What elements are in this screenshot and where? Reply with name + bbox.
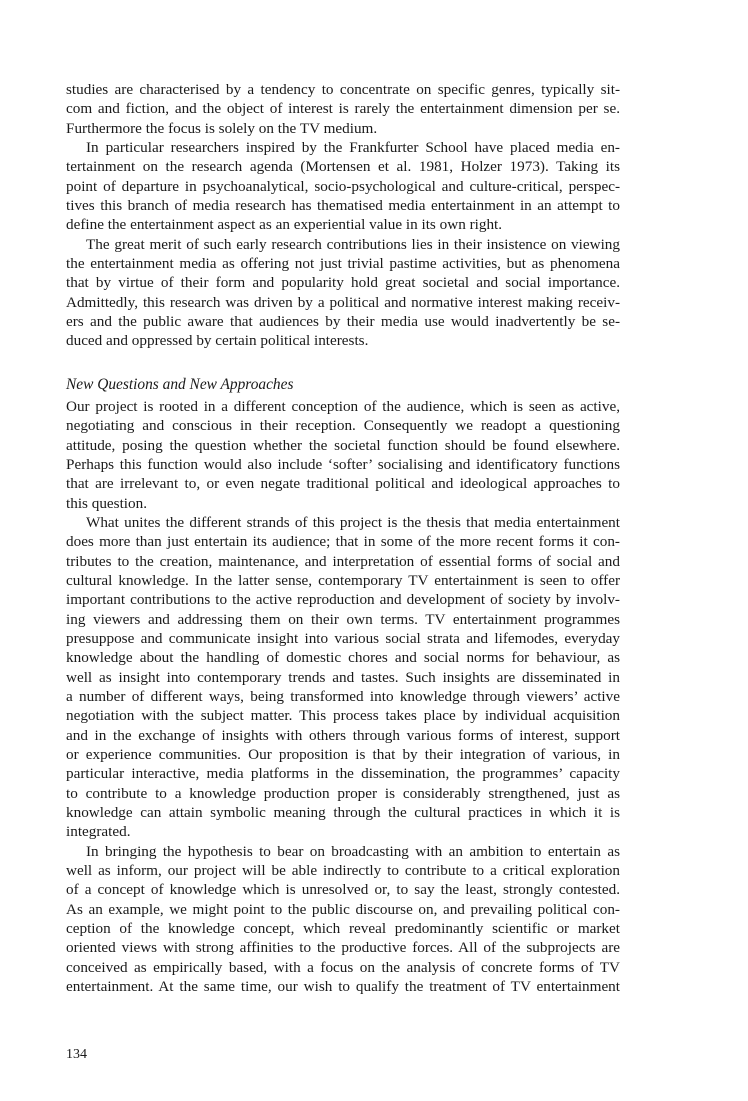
text-line: attitude, posing the question whether the societal function should be found elsewhere. <box>66 436 620 454</box>
text-line: negotiation with the subject matter. This process takes place by individual acquisition <box>66 707 620 725</box>
text-line: knowledge about the handling of domestic chores and social norms for behaviour, as <box>66 649 620 667</box>
text-line: tributes to the creation, maintenance, and interpretation of essential forms of social and <box>66 552 620 570</box>
text-line: of a concept of knowledge which is unresolved or, to say the least, strongly contested. <box>66 881 620 899</box>
text-line: studies are characterised by a tendency to concentrate on specific genres, typically sit- <box>66 81 620 98</box>
text-line: this question. <box>66 494 148 512</box>
text-line: integrated. <box>66 823 131 841</box>
text-line: important contributions to the active reproduction and development of society by involv- <box>66 591 620 609</box>
text-line: ception of the knowledge concept, which reveal predominantly scientific or market <box>66 920 620 938</box>
text-line: and in the exchange of insights with others through various forms of interest, support <box>66 726 620 744</box>
text-line: knowledge can attain symbolic meaning through the cultural practices in which it is <box>66 804 620 822</box>
text-line: ers and the public aware that audiences by their media use would inadvertently be se- <box>66 313 620 331</box>
text-line: cultural knowledge. In the latter sense, contemporary TV entertainment is seen to offer <box>66 571 620 589</box>
text-line: Our project is rooted in a different conception of the audience, which is seen as active, <box>66 397 620 415</box>
text-line: well as inform, our project will be able indirectly to contribute to a critical exploration <box>66 862 620 880</box>
text-line: particular interactive, media platforms in the dissemination, the programmes’ capacity <box>66 765 620 783</box>
text-line: point of departure in psychoanalytical, socio-psychological and culture-critical, perspec- <box>66 177 620 195</box>
text-line: negotiating and conscious in their reception. Consequently we readopt a questioning <box>66 417 620 435</box>
text-line: conceived as empirically based, with a focus on the analysis of concrete forms of TV <box>66 958 620 976</box>
text-line: com and fiction, and the object of interest is rarely the entertainment dimension per se. <box>66 100 620 118</box>
text-line: a number of different ways, being transformed into knowledge through viewers’ active <box>66 687 620 705</box>
page-number: 134 <box>66 1047 87 1062</box>
text-line: that by virtue of their form and popularity hold great societal and social importance. <box>66 274 620 292</box>
text-line: tives this branch of media research has thematised media entertainment in an attempt to <box>66 197 620 215</box>
section-new-questions <box>66 397 620 997</box>
text-line: In bringing the hypothesis to bear on broadcasting with an ambition to entertain as <box>86 842 620 860</box>
text-line: or experience communities. Our proposition is that by their integration of various, in <box>66 746 620 763</box>
section-heading: New Questions and New Approaches <box>66 375 294 393</box>
text-line: to contribute to a knowledge production proper is considerably strengthened, just as <box>66 784 620 802</box>
text-line: duced and oppressed by certain political interests. <box>66 332 369 350</box>
text-line: In particular researchers inspired by the Frankfurter School have placed media en- <box>86 139 620 157</box>
section-intro <box>66 80 620 351</box>
text-line: As an example, we might point to the public discourse on, and prevailing political con- <box>66 900 620 918</box>
text-line: Furthermore the focus is solely on the TV medium. <box>66 119 378 137</box>
text-line: well as insight into contemporary trends and tastes. Such insights are disseminated in <box>66 668 620 686</box>
text-line: Perhaps this function would also include ‘softer’ socialising and identificatory functions <box>66 455 620 473</box>
text-line: The great merit of such early research contributions lies in their insistence on viewing <box>86 235 620 253</box>
text-line: tertainment on the research agenda (Mortensen et al. 1981, Holzer 1973). Taking its <box>66 158 620 176</box>
text-line: Admittedly, this research was driven by a political and normative interest making receiv- <box>66 293 620 311</box>
text-line: the entertainment media as offering not just trivial pastime activities, but as phenomena <box>66 255 620 273</box>
text-line: ing viewers and addressing them on their own terms. TV entertainment programmes <box>66 610 620 628</box>
text-line: that are irrelevant to, or even negate traditional political and ideological approaches to <box>66 475 620 493</box>
page-body <box>66 80 620 996</box>
text-line: oriented views with strong affinities to the productive forces. All of the subprojects are <box>66 939 620 957</box>
text-line: does more than just entertain its audience; that in some of the more recent forms it con- <box>66 533 620 551</box>
text-line: What unites the different strands of this project is the thesis that media entertainment <box>86 513 620 531</box>
text-line: define the entertainment aspect as an experiential value in its own right. <box>66 216 503 234</box>
text-line: presuppose and communicate insight into various social strata and lifemodes, everyday <box>66 629 620 647</box>
text-line: entertainment. At the same time, our wish to qualify the treatment of TV entertainment <box>66 978 620 996</box>
